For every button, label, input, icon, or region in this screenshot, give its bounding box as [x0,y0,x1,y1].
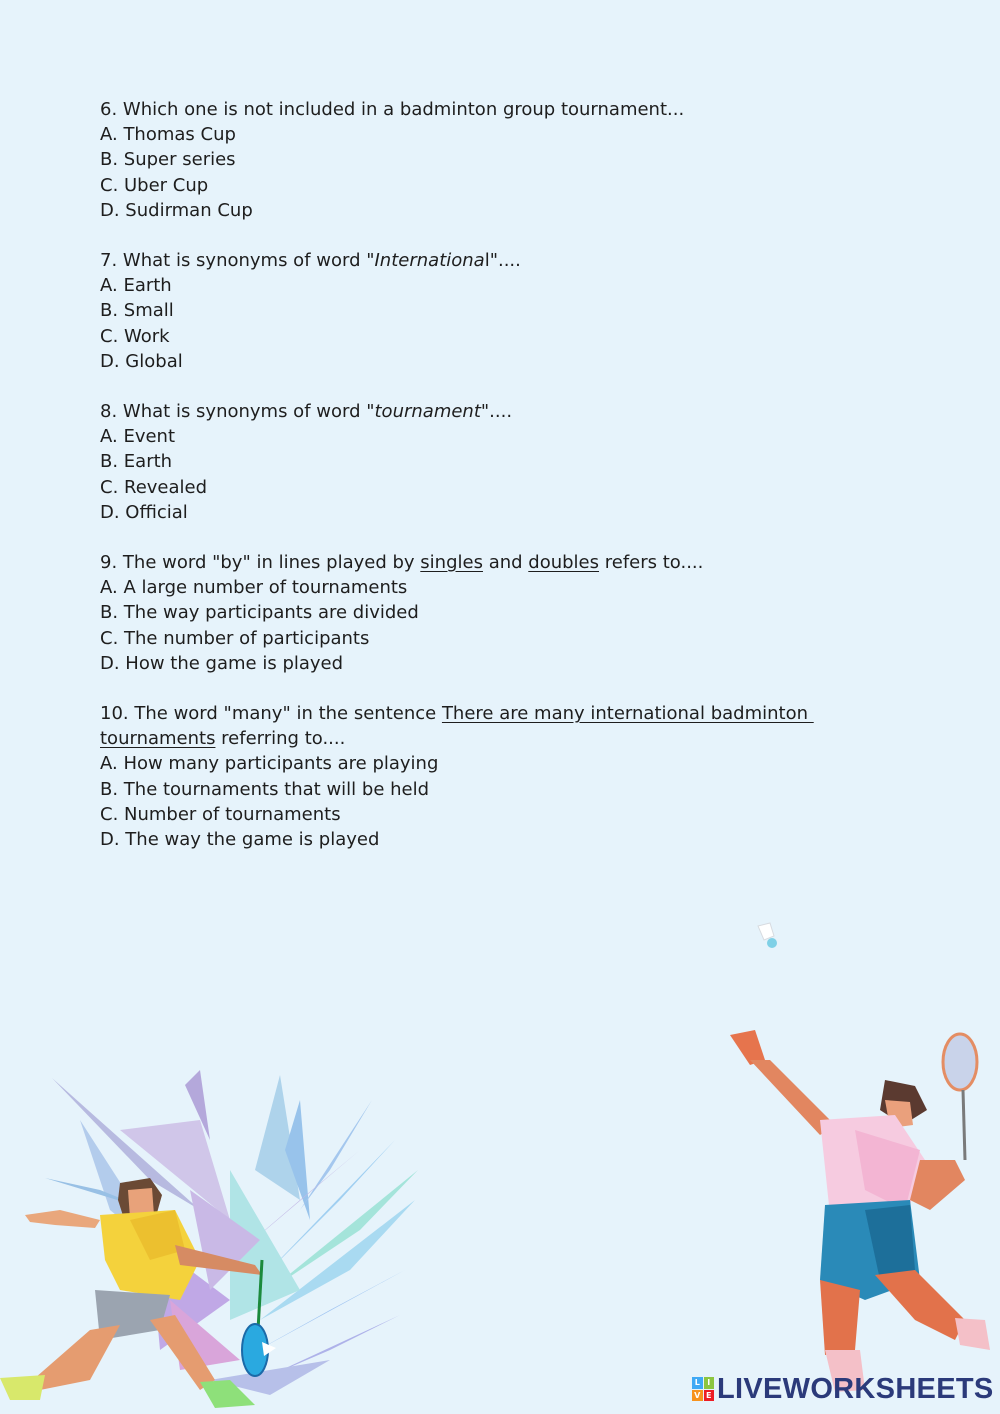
option-c: C. Number of tournaments [100,803,341,825]
option-b: B. Earth [100,451,173,473]
option-a: A. How many participants are playing [100,753,439,775]
question-10-stem-line-1: 10. The word "many" in the sentence There are many international badminton [100,703,814,725]
option-a: A. Earth [100,275,172,297]
right-player-illustration [715,1020,1000,1414]
logo-letter: V [692,1390,703,1402]
logo-text: LIVEWORKSHEETS [717,1372,994,1405]
option-c: C. Uber Cup [100,174,209,196]
option-a: A. A large number of tournaments [100,577,408,599]
option-d: D. Official [100,501,188,523]
option-a: A. Thomas Cup [100,124,236,146]
question-10-stem-line-2: tournaments referring to.... [100,728,346,750]
underlined-term: doubles [528,552,600,574]
italic-term: tournament [374,401,481,423]
option-a: A. Event [100,426,176,448]
question-8-stem: 8. What is synonyms of word "tournament".... [100,401,513,423]
question-7 [100,248,820,374]
question-6-stem: 6. Which one is not included in a badminton group tournament... [100,99,685,120]
question-9 [100,550,820,676]
question-10 [100,701,820,852]
underlined-sentence: tournaments [100,728,216,750]
question-8 [100,399,820,525]
option-b: B. The tournaments that will be held [100,778,430,800]
italic-term: Internationa [374,250,485,272]
option-d: D. How the game is played [100,652,344,674]
option-c: C. The number of participants [100,627,370,649]
option-d: D. The way the game is played [100,829,380,851]
question-9-stem: 9. The word "by" in lines played by singles and doubles refers to.... [100,552,704,574]
question-list [100,97,820,877]
option-b: B. Super series [100,149,236,171]
option-c: C. Work [100,325,170,347]
logo-letter: I [704,1377,715,1389]
logo-letter: E [704,1390,715,1402]
logo-letter: L [692,1377,703,1389]
option-b: B. Small [100,300,174,322]
underlined-sentence: There are many international badminton [441,703,814,725]
question-6 [100,97,820,223]
liveworksheets-logo [692,1373,994,1405]
option-d: D. Global [100,350,183,372]
racket [943,1034,977,1160]
shuttlecock-icon [752,920,786,954]
underlined-term: singles [420,552,483,574]
option-c: C. Revealed [100,476,208,498]
logo-mark-icon [692,1377,714,1401]
option-d: D. Sudirman Cup [100,199,253,221]
left-player-illustration [0,1060,440,1414]
question-7-stem: 7. What is synonyms of word "International".... [100,250,521,272]
option-b: B. The way participants are divided [100,602,419,624]
